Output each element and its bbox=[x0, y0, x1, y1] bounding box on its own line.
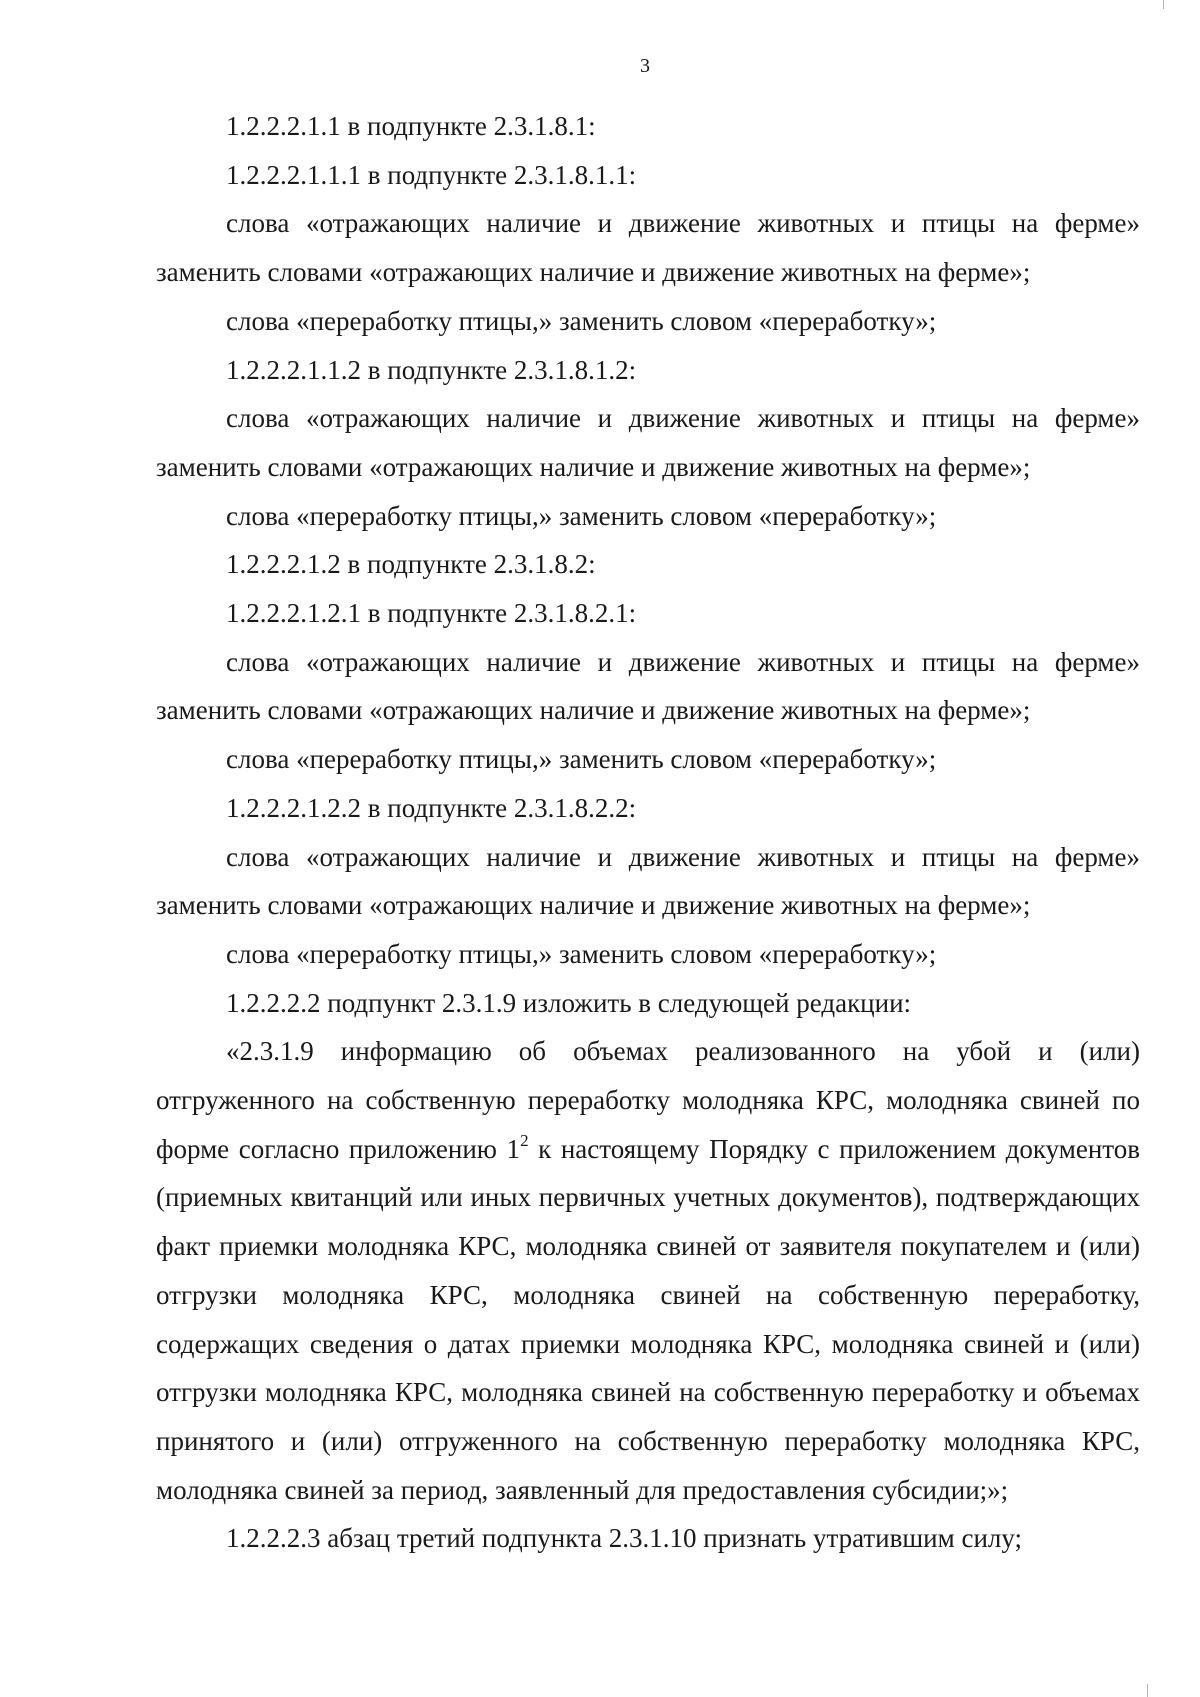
page-number: 3 bbox=[640, 55, 650, 77]
scan-edge-mark bbox=[1163, 0, 1164, 9]
paragraph: слова «переработку птицы,» заменить словом «переработку»; bbox=[226, 938, 937, 969]
paragraph: 1.2.2.2.1.1.2 в подпункте 2.3.1.8.1.2: bbox=[226, 354, 637, 385]
paragraph: слова «отражающих наличие и движение животных и птицы на ферме» заменить словами «отражающих наличие и движение животных на ферме»; bbox=[156, 403, 1140, 482]
paragraph: 1.2.2.2.3 абзац третий подпункта 2.3.1.10 признать утратившим силу; bbox=[226, 1523, 1023, 1554]
paragraph: 1.2.2.2.2 подпункт 2.3.1.9 изложить в следующей редакции: bbox=[226, 987, 912, 1018]
paragraph: слова «переработку птицы,» заменить словом «переработку»; bbox=[226, 305, 937, 336]
paragraph-text: «2.3.1.9 информацию об объемах реализованного на убой и (или) отгруженного на собственную переработку молодняка КРС, молодняка свиней по форме согласно приложению 1 bbox=[156, 1036, 1140, 1164]
paragraph: слова «отражающих наличие и движение животных и птицы на ферме» заменить словами «отражающих наличие и движение животных на ферме»; bbox=[156, 208, 1140, 288]
paragraph: слова «отражающих наличие и движение животных и птицы на ферме» заменить словами «отражающих наличие и движение животных на ферме»; bbox=[156, 646, 1140, 726]
paragraph: 1.2.2.2.1.2.2 в подпункте 2.3.1.8.2.2: bbox=[226, 792, 637, 823]
paragraph: слова «переработку птицы,» заменить словом «переработку»; bbox=[226, 500, 937, 531]
paragraph: 1.2.2.2.1.1 в подпункте 2.3.1.8.1: bbox=[226, 111, 596, 141]
scan-edge-mark bbox=[1147, 1684, 1148, 1697]
paragraph: 1.2.2.2.1.2.1 в подпункте 2.3.1.8.2.1: bbox=[226, 598, 637, 629]
superscript: 2 bbox=[520, 1130, 529, 1150]
paragraph-text: к настоящему Порядку с приложением документов (приемных квитанций или иных первичных учетных документов), подтверждающих факт приемки молодняка КРС, молодняка свиней от заявителя покупателем и (или) отгрузки молодняка КРС, молодняка свиней на собственную переработку, содержащих сведения о датах приемки молодняка КРС, молодняка свиней и (или) отгрузки молодняка КРС, молодняка свиней на собственную переработку и объемах принятого и (или) отгруженного на собственную переработку молодняка КРС, молодняка свиней за период, заявленный для предоставления субсидии;»; bbox=[156, 1133, 1140, 1505]
paragraph: слова «переработку птицы,» заменить словом «переработку»; bbox=[226, 744, 937, 775]
paragraph: 1.2.2.2.1.1.1 в подпункте 2.3.1.8.1.1: bbox=[226, 159, 637, 190]
document-body bbox=[156, 102, 1140, 1563]
paragraph-2-3-1-9 bbox=[156, 1027, 1140, 1514]
paragraph: слова «отражающих наличие и движение животных и птицы на ферме» заменить словами «отражающих наличие и движение животных на ферме»; bbox=[156, 841, 1140, 921]
paragraph: 1.2.2.2.1.2 в подпункте 2.3.1.8.2: bbox=[226, 549, 596, 580]
